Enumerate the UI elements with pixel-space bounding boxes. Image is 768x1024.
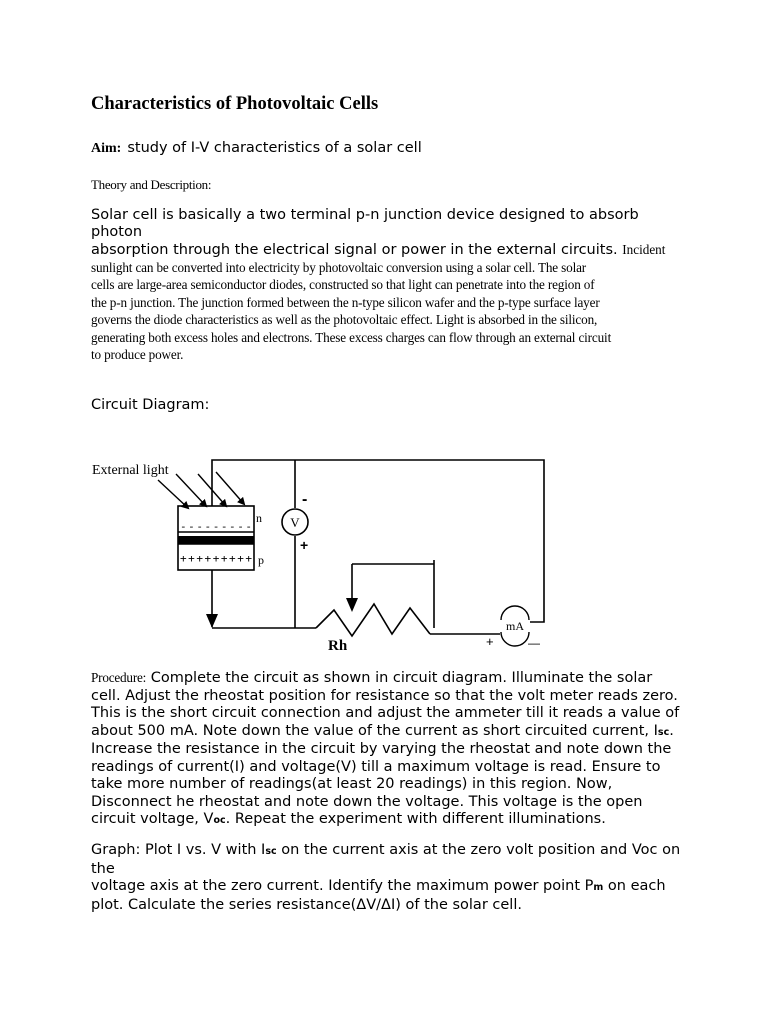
ammeter-plus: + [486,634,494,649]
graph-pre: Graph: Plot I vs. V with I [91,842,266,858]
theory-paragraph [91,207,691,363]
top-right-wire [212,460,544,622]
theory-rest-line: cells are large-area semiconductor diodes, constructed so that light can penetrate into the region of [91,277,595,293]
voltmeter-plus: + [300,537,309,553]
circuit-diagram [88,452,558,657]
aim-text: study of I-V characteristics of a solar cell [127,140,422,156]
voc-post: . Repeat the experiment with different illuminations. [225,811,606,827]
rheostat-zigzag [316,604,430,636]
procedure-label: Procedure: [91,670,147,685]
rheostat-arrowhead [346,598,358,612]
theory-rest-line: sunlight can be converted into electricity by photovoltaic conversion using a solar cell. The solar [91,260,587,275]
voc-subscript: oc [213,815,226,826]
aim-label: Aim: [91,141,122,156]
pm-subscript: m [593,882,604,893]
graph-line: on each [603,878,666,894]
procedure-line: take more number of readings(at least 20 readings) in this region. Now, [91,776,613,792]
theory-rest-line: the p-n junction. The junction formed between the n-type silicon wafer and the p-type surface layer [91,294,600,310]
graph-paragraph [91,842,731,914]
procedure-line: about 500 mA. Note down the value of the current as short circuited current, I [91,722,658,739]
procedure-line: Increase the resistance in the circuit by varying the rheostat and note down the [91,741,672,757]
procedure-line: cell. Adjust the rheostat position for resistance so that the volt meter reads zero. [91,687,678,704]
ammeter-minus: — [528,636,540,650]
theory-rest-line: to produce power. [91,347,184,363]
graph-line: plot. Calculate the series resistance(ΔV/ΔI) of the solar cell. [91,896,522,913]
graph-post: on the current axis at the zero volt position and Voc on [276,842,681,858]
ammeter-label: mA [506,619,524,633]
procedure-line: readings of current(I) and voltage(V) till a maximum voltage is read. Ensure to [91,758,661,775]
p-label: p [258,553,264,567]
voltmeter-label: V [290,515,300,530]
aim-line [91,139,422,157]
current-arrow [206,614,218,628]
procedure-line: Disconnect he rheostat and note down the voltage. This voltage is the open [91,793,643,810]
theory-heading: Theory and Description: [91,177,212,192]
isc-subscript: sc [657,726,670,738]
external-light-label: External light [92,463,169,478]
p-layer-marks: +++++++++ [180,552,252,565]
theory-rest-line: generating both excess holes and electrons. These excess charges can flow through an external circuit [91,329,612,345]
rheostat-label: Rh [328,638,348,654]
procedure-line: This is the short circuit connection and adjust the ammeter till it reads a value of [91,705,680,721]
graph-line: voltage axis at the zero current. Identify the maximum power point P [91,878,594,894]
circuit-diagram-heading: Circuit Diagram: [91,397,210,413]
isc-tail: . [669,722,674,739]
theory-rest-line: governs the diode characteristics as well as the photovoltaic effect. Light is absorbed in the silicon, [91,312,598,328]
voc-pre: circuit voltage, V [91,811,214,827]
theory-line-1: Solar cell is basically a two terminal p-n junction device designed to absorb photon [91,207,639,240]
procedure-line: Complete the circuit as shown in circuit diagram. Illuminate the solar [150,670,653,686]
page-title: Characteristics of Photovoltaic Cells [91,94,379,114]
graph-isc-subscript: sc [265,846,277,857]
junction-layer [178,536,254,544]
ammeter-arc-top [501,606,529,620]
procedure-paragraph [91,669,731,830]
theory-line-2-text: absorption through the electrical signal or power in the external circuits. [91,242,618,258]
theory-line-2 [91,241,691,259]
voltmeter-minus: - [302,491,308,508]
n-layer-marks: - - - - - - - - - [180,520,252,533]
n-label: n [256,511,262,525]
theory-line-2-tail: Incident [622,242,666,257]
graph-line: the [91,860,115,877]
ammeter-arc-bottom [501,632,529,646]
